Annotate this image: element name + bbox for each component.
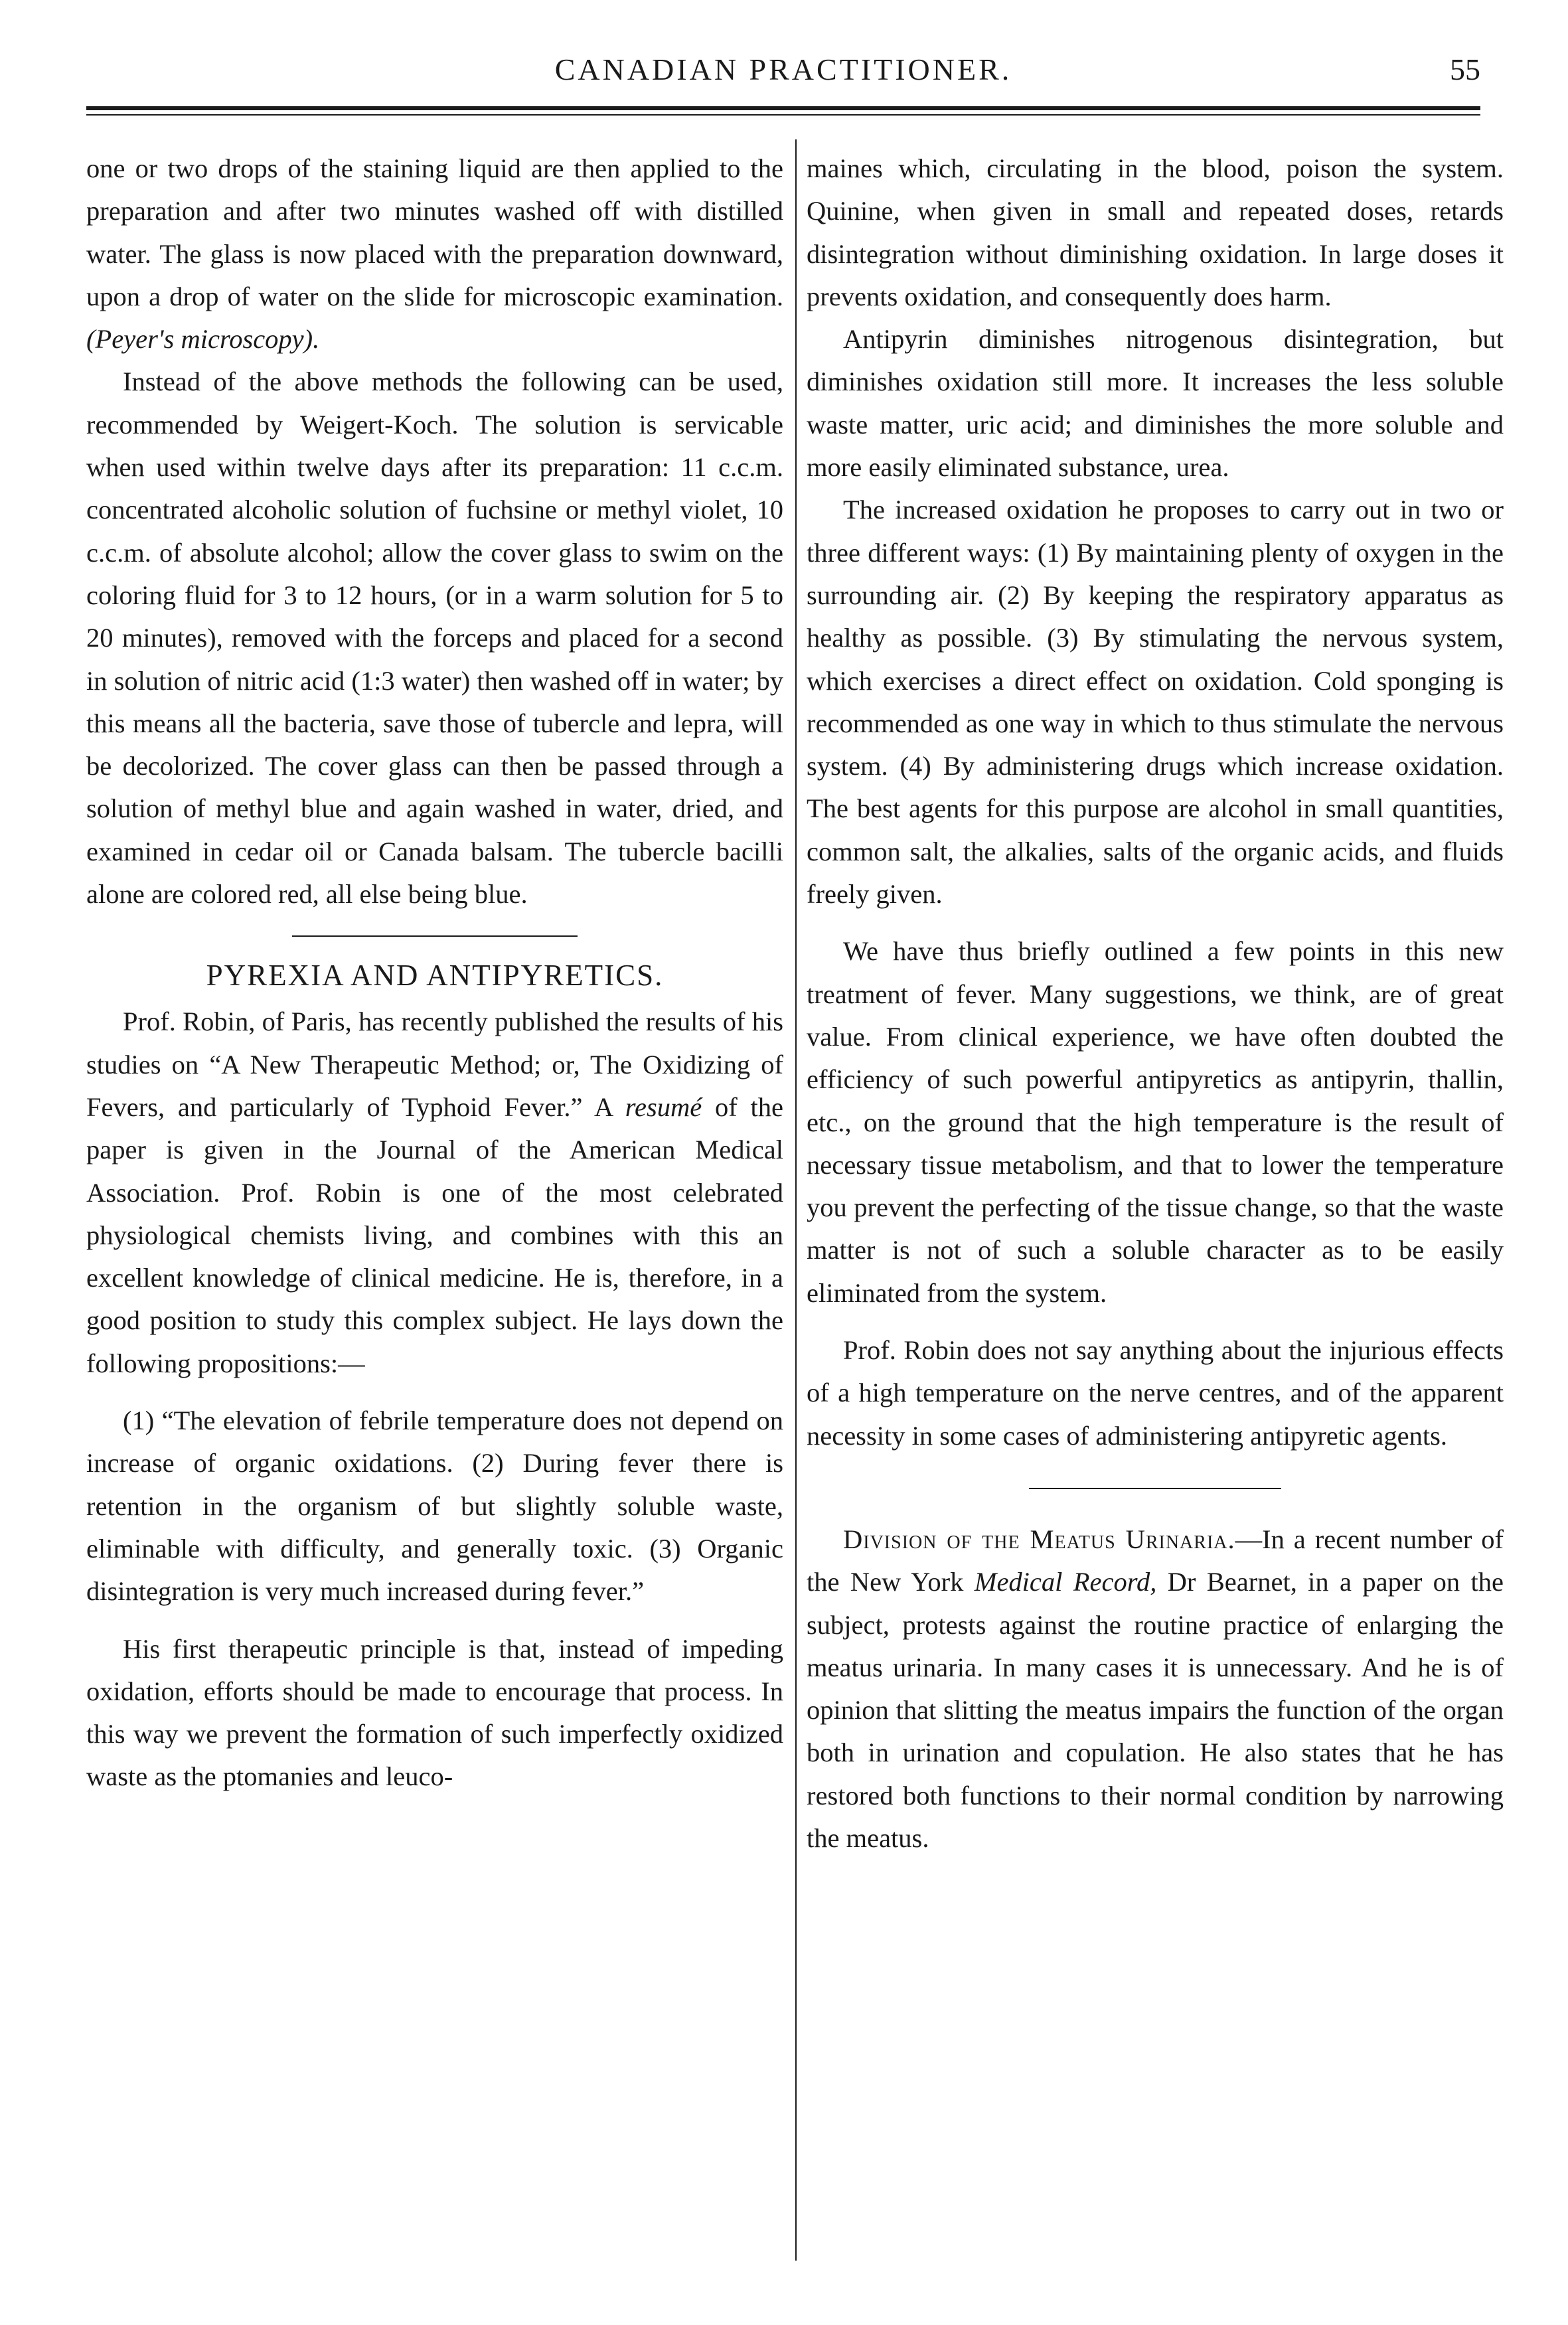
paragraph-gap (807, 916, 1504, 930)
section-divider (292, 935, 578, 937)
section-title: PYREXIA AND ANTIPYRETICS. (206, 959, 664, 993)
journal-title: CANADIAN PRACTITIONER. (554, 52, 1012, 86)
paragraph-text: —In a recent number of the New York (807, 1524, 1504, 1597)
left-column (86, 147, 783, 1799)
paragraph-antipyrin: Antipyrin diminishes nitrogenous disintegration, but diminishes oxidation still more. It increases the less soluble waste matter, uric acid; and diminishes the more soluble and more easily eliminated substance, urea. (807, 324, 1504, 483)
paragraph-text: Prof. Robin, of Paris, has recently published the results of his studies on “A New Therapeutic Method; or, The Oxidizing of Fevers, and particularly of Typhoid Fever.” A (86, 1006, 783, 1122)
paragraph-gap (86, 1613, 783, 1628)
subsection-heading: Division of the Meatus Urinaria. (843, 1524, 1235, 1554)
column-divider (795, 139, 797, 2261)
paragraph-text: of the paper is given in the Journal of the American Medical Association. Prof. Robin is one of the most celebrated physiological chemists living, and combines with this an excellent knowledge of clinical medicine. He is, therefore, in a good position to study this complex subject. He lays down the following propositions:— (86, 1091, 783, 1378)
paragraph-text: one or two drops of the staining liquid are then applied to the preparation and after two minutes washed off with distilled water. The glass is now placed with the preparation downward, upon a drop of water on the slide for microscopic examination. (86, 153, 783, 311)
paragraph-outline: We have thus briefly outlined a few points in this new treatment of fever. Many suggestions, we think, are of great value. From clinical experience, we have often doubted the efficiency of such powerful antipyretics as antipyrin, thallin, etc., on the ground that the high temperature is the result of necessary tissue metabolism, and that to lower the temperature you prevent the perfecting of the tissue change, so that the waste matter is not of such a soluble character as to be easily eliminated from the system. (807, 936, 1504, 1308)
paragraph-nerve-centres: Prof. Robin does not say anything about the injurious effects of a high temperature on the nerve centres, and of the apparent necessity in some cases of administering antipyretic agents. (807, 1335, 1504, 1451)
paragraph-weigert-koch: Instead of the above methods the following can be used, recommended by Weigert-Koch. The solution is servicable when used within twelve days after its preparation: 11 c.c.m. concentrated alcoholic solution of fuchsine or methyl violet, 10 c.c.m. of absolute alcohol; allow the cover glass to swim on the coloring fluid for 3 to 12 hours, (or in a warm solution for 5 to 20 minutes), removed with the forceps and placed for a second in solution of nitric acid (1:3 water) then washed off in water; by this means all the bacteria, save those of tubercle and lepra, will be decolorized. The cover glass can then be passed through a solution of methyl blue and again washed in water, dried, and examined in cedar oil or Canada balsam. The tubercle bacilli alone are colored red, all else being blue. (86, 366, 783, 910)
header-rule-thin (86, 114, 1480, 116)
paragraph-staining (86, 147, 783, 361)
paragraph-gap (86, 1385, 783, 1400)
italic-journal-name: Medical Record, (974, 1567, 1157, 1597)
page-number: 55 (1450, 52, 1480, 86)
paragraph-text: Dr Bearnet, in a paper on the subject, protests against the routine practice of enlarging the meatus urinaria. In many cases it is unnecessary. And he is of opinion that slitting the meatus impairs the function of the organ both in urination and copulation. He also states that he has restored both functions to their normal condition by narrowing the meatus. (807, 1567, 1504, 1853)
header-rule-thick (86, 106, 1480, 110)
citation-peyer: (Peyer's microscopy). (86, 324, 320, 355)
paragraph-robin-intro (86, 1001, 783, 1385)
section-divider (1029, 1488, 1281, 1489)
italic-resume: resumé (625, 1091, 702, 1122)
right-column (807, 147, 1504, 1860)
paragraph-meatus (807, 1518, 1504, 1860)
running-head (86, 52, 1480, 98)
paragraph-propositions: (1) “The elevation of febrile temperature does not depend on increase of organic oxidations. (2) During fever there is retention in the organism of but slightly soluble waste, eliminable with difficulty, and generally toxic. (3) Organic disintegration is very much increased during fever.” (86, 1405, 783, 1607)
paragraph-oxidation-methods: The increased oxidation he proposes to carry out in two or three different ways: (1) By maintaining plenty of oxygen in the surrounding air. (2) By keeping the respiratory apparatus as healthy as possible. (3) By stimulating the nervous system, which exercises a direct effect on oxidation. Cold sponging is recommended as one way in which to thus stimulate the nervous system. (4) By administering drugs which increase oxidation. The best agents for this purpose are alcohol in small quantities, common salt, the alkalies, salts of the organic acids, and fluids freely given. (807, 495, 1504, 910)
paragraph-therapeutic-principle: His first therapeutic principle is that, instead of impeding oxidation, efforts should be made to encourage that process. In this way we prevent the formation of such imperfectly oxidized waste as the ptomanies and leuco- (86, 1633, 783, 1792)
paragraph-quinine: maines which, circulating in the blood, poison the system. Quinine, when given in small and repeated doses, retards disintegration without diminishing oxidation. In large doses it prevents oxidation, and consequently does harm. (807, 153, 1504, 311)
paragraph-gap (807, 1315, 1504, 1329)
